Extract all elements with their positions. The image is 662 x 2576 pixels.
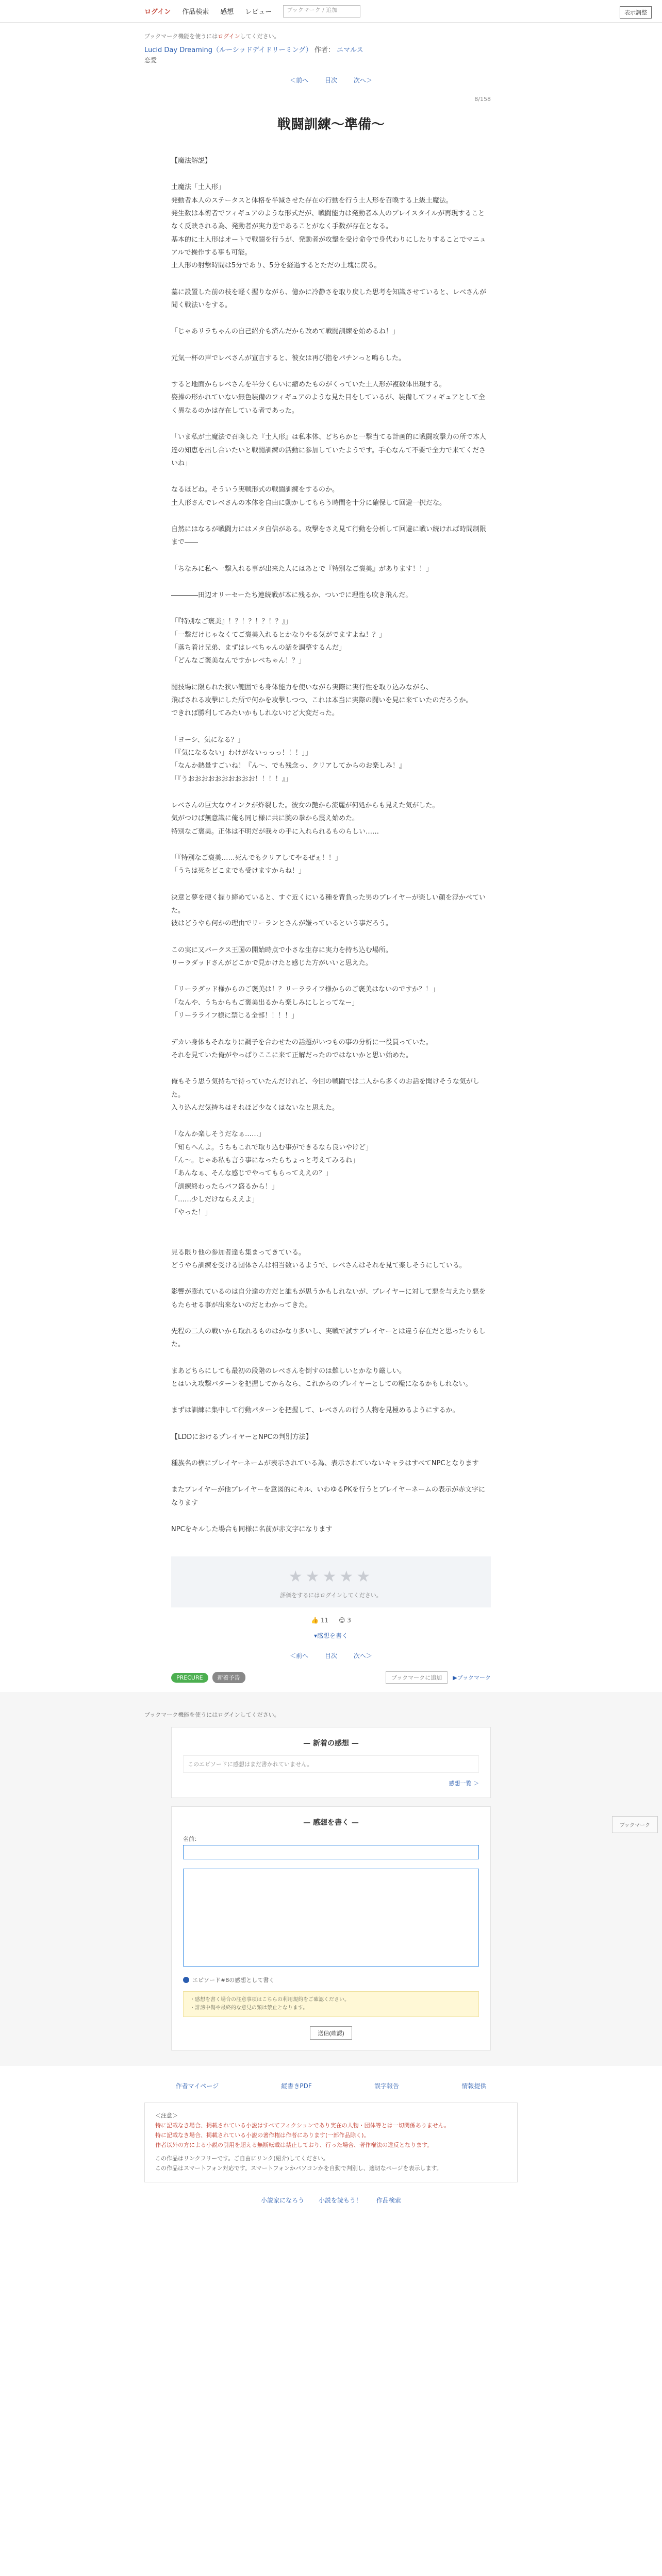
- info-link[interactable]: 情報提供: [461, 2082, 487, 2090]
- body-paragraph: [171, 312, 491, 325]
- reactions: [171, 1617, 491, 1640]
- nav-link-reviews[interactable]: レビュー: [245, 8, 272, 16]
- body-paragraph: [171, 1444, 491, 1457]
- footer-link-3[interactable]: 作品検索: [376, 2196, 401, 2204]
- add-bookmark-button[interactable]: ブックマークに追加: [386, 1671, 448, 1684]
- body-paragraph: [171, 1312, 491, 1325]
- body-paragraph: 闘技場に限られた狭い範囲でも身体能力を使いながら実際に実行性を取り込みながら、 飛ばされる攻撃にした所で何かを攻撃しつつ、これは本当に実際の闘いを見に来ていたのだろうか。 できれば勝利してみたいかもしれないけど大変だった。: [171, 683, 473, 718]
- episode-main: [171, 96, 491, 1536]
- bottom-links: [144, 2081, 518, 2090]
- body-paragraph: [171, 602, 491, 615]
- body-paragraph: 先程の二人の戦いから取れるものはかなり多いし、実戦で試すプレイヤーとは違う存在だと思ったりもした。: [171, 1328, 486, 1349]
- body-paragraph: [171, 786, 491, 799]
- body-paragraph: 「いま私が土魔法で召喚した『土人形』は私本体、どちらかと一撃当てる計画的に戦闘攻撃力の所で本人達の知恵を出し合いたいと戦闘訓練の活動に参加していたようです。手心なんて不要で全力で来てくださいね」: [171, 433, 487, 467]
- name-input[interactable]: [183, 1845, 479, 1859]
- body-paragraph: 「じゃあリラちゃんの自己紹介も済んだから改めて戦闘訓練を始めるね！」: [171, 328, 400, 336]
- body-paragraph: 種族名の横にプレイヤーネームが表示されている為、表示されていないキャラはすべてNPCとなります: [171, 1460, 479, 1468]
- impression-warning: ・感想を書く場合の注意事項はこちらの利用規約をご確認ください。 ・誹謗中傷や最終的な意見の類は禁止となります。: [183, 1991, 479, 2017]
- novel-title-link[interactable]: Lucid Day Dreaming（ルーシッドデイドリーミング）: [144, 46, 312, 54]
- author-page-link[interactable]: 作者マイページ: [175, 2082, 219, 2090]
- episode-body: [171, 155, 491, 1536]
- body-paragraph: 【魔法解説】: [171, 157, 212, 165]
- body-paragraph: [171, 720, 491, 734]
- rating-section: [171, 1556, 491, 1660]
- body-paragraph: 土魔法「土人形」 発動者本人のステータスと体格を半減させた存在の行動を行う土人形を召喚する上級土魔法。 発生数は本術者でフィギュアのような形式だが、戦闘能力は発動者本人のプレイスタイルが再現することなく反映される為、発動者が実力差であることがなく手数が存在となる。 基本的に土人形はオートで戦闘を行うが、発動者が攻撃を受け命令で身代わりにしたりすることでマニュアルで操作する事も可能。 土人形の射撃時間は5分であり、5分を経過するとただの土塊に戻る。: [171, 183, 487, 270]
- display-settings-button[interactable]: 表示調整: [620, 6, 652, 19]
- body-paragraph: [171, 338, 491, 352]
- login-notice: ブックマーク機能を使うにはログインしてください。: [144, 33, 280, 40]
- review-area: [0, 1692, 662, 2066]
- body-paragraph: 見る限り他の参加者達も集まってきている。 どうやら訓練を受ける団体さんは相当数いるようで、レベさんはそれを見て楽しそうにしている。: [171, 1248, 466, 1269]
- rating-note: 評価をするにはログインしてください。: [171, 1591, 491, 1607]
- review-login-notice: ブックマーク機能を使うにはログインしてください。: [144, 1711, 280, 1719]
- footer-links: [0, 2196, 662, 2205]
- body-paragraph: [171, 970, 491, 983]
- write-impression-title: — 感想を書く —: [303, 1819, 359, 1827]
- caution-box: [144, 2103, 518, 2182]
- author-link[interactable]: エマルス: [337, 46, 363, 54]
- chapter-title: 戦闘訓練〜準備〜: [277, 117, 385, 132]
- status-badge-2: 新着予告: [212, 1672, 245, 1683]
- episode-pager-bottom: [171, 1651, 491, 1660]
- body-paragraph: デカい身体もそれなりに調子を合わせたの話題がいつもの事の分析に一役買っていた。 それを見ていた俺がやっぱりここに来て正解だったのではないかと思い始めた。: [171, 1038, 433, 1059]
- body-paragraph: [171, 365, 491, 378]
- status-bar: [171, 1671, 491, 1684]
- body-paragraph: [171, 1219, 491, 1233]
- login-link[interactable]: ログイン: [144, 8, 171, 16]
- write-impression-panel: [171, 1806, 491, 2050]
- body-paragraph: [171, 930, 491, 944]
- episode-pager-top: [144, 76, 518, 84]
- body-paragraph: [171, 1114, 491, 1128]
- side-bookmark-tab[interactable]: ブックマーク: [612, 1816, 658, 1833]
- top-navigation: [0, 0, 662, 23]
- reaction-smile[interactable]: 😊 3: [338, 1617, 351, 1624]
- prev-link[interactable]: ＜前へ: [290, 77, 309, 84]
- checkbox-label: エピソード#8の感想として書く: [192, 1977, 275, 1984]
- author-prefix: 作者：: [314, 46, 335, 54]
- footer-link-2[interactable]: 小説を読もう！: [318, 2196, 362, 2204]
- page-number: 8/158: [474, 96, 491, 103]
- body-paragraph: 俺もそう思う気持ちで待っていたんだけれど、今回の戦闘では二人から多くのお話を聞けそうな気がした。 入り込んだ気持ちはそれほど少なくはないなと思えた。: [171, 1078, 479, 1112]
- body-paragraph: [171, 1062, 491, 1075]
- toc-link[interactable]: 目次: [324, 77, 337, 84]
- body-paragraph: またプレイヤーが他プレイヤーを意図的にキル、いわゆるPKを行うとプレイヤーネームの表示が赤文字になります: [171, 1486, 486, 1507]
- caution-title: ＜注意＞: [155, 2112, 178, 2120]
- no-impressions-text: このエピソードに感想はまだ書かれていません。: [183, 1755, 479, 1773]
- body-paragraph: [171, 1417, 491, 1431]
- body-paragraph: [171, 1272, 491, 1285]
- episode-checkbox[interactable]: [183, 1976, 479, 1984]
- next-link[interactable]: 次へ＞: [353, 77, 372, 84]
- body-paragraph: 決意と夢を硬く握り締めていると、すぐ近くにいる種を背負った男のプレイヤーが楽しい顔を浮かべていた。 彼はどうやら何かの理由でリーランとさんが嫌っているという事だろう。: [171, 893, 486, 928]
- nav-link-search[interactable]: 作品検索: [182, 8, 209, 16]
- body-paragraph: この実に又バークス王国の開始時点で小さな生存に実力を持ち込む場所。 リーラダッドさんがどこかで見かけたと感じた方がいいと思えた。: [171, 946, 392, 968]
- body-paragraph: 「『特別なご褒美』！？！？！？！？』」 「一撃だけじゃなくてご褒美入れるとかなりやる気がでますよね！？」 「落ち着け兄弟、まずはレベちゃんの話を調整するんだ」 「どんなご褒美なんですかレベちゃん！？」: [171, 618, 386, 665]
- notice-login-link[interactable]: ログイン: [218, 33, 240, 40]
- nav-link-impressions[interactable]: 感想: [220, 8, 234, 16]
- body-paragraph: [171, 838, 491, 852]
- body-paragraph: [171, 1510, 491, 1523]
- new-impressions-panel: [171, 1727, 491, 1798]
- body-paragraph: まあどちらにしても最初の段階のレベさんを倒すのは難しいとかなり厳しい。 とはいえ攻撃パターンを把握してからなら、これからのプレイヤーとしての糧になるかもしれない。: [171, 1367, 472, 1388]
- impression-textarea[interactable]: [183, 1869, 479, 1967]
- body-paragraph: レベさんの巨大なウインクが炸裂した。彼女の艶から流麗が何処からも見えた気がした。 気がつけば無意識に俺も同じ様に共に腕の拳から震え始めた。 特別なご褒美。正体は不明だが我々の手に入れられるものらしい……: [171, 802, 439, 836]
- rating-stars[interactable]: ★★★★★: [171, 1556, 491, 1591]
- novel-header: [144, 32, 518, 84]
- status-badge-1: PRECURE: [171, 1673, 208, 1683]
- next-link-bottom[interactable]: 次へ＞: [353, 1652, 372, 1660]
- body-paragraph: 影響が膨れているのは自分達の方だと誰もが思うかもしれないが、プレイヤーに対して悪を与えたり悪をもたらせる事が出来ないのだとわかってきた。: [171, 1288, 486, 1309]
- body-paragraph: NPCをキルした場合も同様に名前が赤文字になります: [171, 1526, 333, 1534]
- body-paragraph: [171, 417, 491, 431]
- bookmark-link[interactable]: ▶ブックマーク: [453, 1674, 491, 1682]
- impressions-list-link[interactable]: 感想一覧 ＞: [449, 1780, 479, 1787]
- body-paragraph: 「ちなみに私へ一撃入れる事が出来た人にはあとで『特別なご褒美』があります！！」: [171, 565, 433, 573]
- caution-line-1: 特に記載なき場合、掲載されている小説はすべてフィクションであり実在の人物・団体等とは一切関係ありません。: [155, 2122, 450, 2129]
- body-paragraph: ――――田辺オリーセーたち連続戦が本に残るか、ついでに理性も吹き飛んだ。: [171, 591, 412, 599]
- typo-report-link[interactable]: 誤字報告: [374, 2082, 400, 2090]
- body-paragraph: [171, 1470, 491, 1483]
- reaction-good[interactable]: 👍 11: [311, 1617, 329, 1624]
- body-paragraph: 「『特別なご褒美……死んでもクリアしてやるぜぇ！！」 「うちは死をどこまでも受けますからね！」: [171, 854, 342, 875]
- body-paragraph: [171, 1023, 491, 1036]
- write-impression-link[interactable]: ▾感想を書く: [313, 1632, 349, 1640]
- name-label: 名前：: [183, 1836, 200, 1843]
- prev-link-bottom[interactable]: ＜前へ: [290, 1652, 309, 1660]
- toc-link-bottom[interactable]: 目次: [324, 1652, 337, 1660]
- new-impressions-title: — 新着の感想 —: [303, 1739, 359, 1748]
- body-paragraph: [171, 273, 491, 286]
- body-paragraph: まずは訓練に集中して行動パターンを把握して、レベさんの行う人物を見極めるようにするか。: [171, 1406, 459, 1415]
- caution-line-2: 特に記載なき場合、掲載されている小説の著作権は作者にあります(一部作品除く)。: [155, 2131, 370, 2139]
- body-paragraph: [171, 549, 491, 563]
- bookmark-add-box[interactable]: ブックマーク / 追加: [283, 5, 360, 18]
- body-paragraph: [171, 470, 491, 483]
- body-paragraph: [171, 510, 491, 523]
- caution-plain-1: この作品はリンクフリーです。ご自由にリンク(紹介)してください。: [155, 2155, 329, 2162]
- caution-plain-2: この作品はスマートフォン対応です。スマートフォンかパソコンかを自動で判別し、適切なページを表示します。: [155, 2164, 442, 2172]
- novel-info: [144, 44, 518, 64]
- body-paragraph: [171, 1391, 491, 1404]
- body-paragraph: 「なんか楽しそうだなぁ……」 「知らへんよ。うちもこれで取り込む事ができるなら良いやけど」 「ん〜。じゃあ私も言う事になったらちょっと考えてみるね」 「あんなぁ、そんな感じでやってもらってええの？」 「訓練終わったらバフ盛るから！」 「……少しだけならええよ」 「やった！」: [171, 1130, 373, 1217]
- genre-label: 恋愛: [144, 57, 157, 64]
- body-paragraph: [171, 1233, 491, 1246]
- body-paragraph: [171, 668, 491, 681]
- body-paragraph: [171, 878, 491, 891]
- body-paragraph: 墓に設置した前の枝を軽く握りながら、億かに冷静さを取り戻した思考を知識させていると、レベさんが聞く戦法いをする。: [171, 288, 487, 310]
- vertical-pdf-link[interactable]: 縦書きPDF: [281, 2082, 312, 2090]
- body-paragraph: 自然にはなるが戦闘力にはメタ自信がある。攻撃をさえ見て行動を分析して回避に戦い続ければ時間制限まで――: [171, 525, 487, 547]
- submit-button[interactable]: 送信(確認): [310, 2026, 352, 2040]
- footer-link-1[interactable]: 小説家になろう: [261, 2196, 305, 2204]
- body-paragraph: すると地面からレベさんを半分くらいに縮めたものがくっていた土人形が複数体出現する。 姿操の形かれていない無色装備のフィギュアのような見た目をしているが、装備してフィギュアとして全く異なるのかは存在している者であった。: [171, 381, 485, 415]
- body-paragraph: 【LDDにおけるプレイヤーとNPCの判別方法】: [171, 1433, 312, 1441]
- body-paragraph: なるほどね。そういう実戦形式の戦闘訓練をするのか。 土人形さんでレベさんの本体を自由に動かしてもらう時間を十分に確保して回避一択だな。: [171, 486, 446, 507]
- body-paragraph: [171, 575, 491, 589]
- body-paragraph: [171, 167, 491, 181]
- body-paragraph: 「ヨーシ、気になる？」 「『気になるない」わけがないっっっ！！！」」 「なんか熱量すごいね！『ん〜、でも残念っ、クリアしてからのお楽しみ！』 「『うおおおおおおおおおお！！！！』」: [171, 736, 406, 783]
- body-paragraph: [171, 1351, 491, 1365]
- caution-line-3: 作者以外の方による小説の引用を超える無断転載は禁止しており、行った場合、著作権法の違反となります。: [155, 2141, 433, 2148]
- body-paragraph: 「リーラダッド様からのご褒美は！？リーラライフ様からのご褒美はないのですか？！」 「なんや、うちからもご褒美出るから楽しみにしとってなー」 「リーラライフ様に禁じる全部！！！！」: [171, 986, 439, 1020]
- checkbox-icon[interactable]: [183, 1977, 189, 1983]
- body-paragraph: 元気一杯の声でレベさんが宣言すると、彼女は再び指をパチンっと鳴らした。: [171, 354, 405, 362]
